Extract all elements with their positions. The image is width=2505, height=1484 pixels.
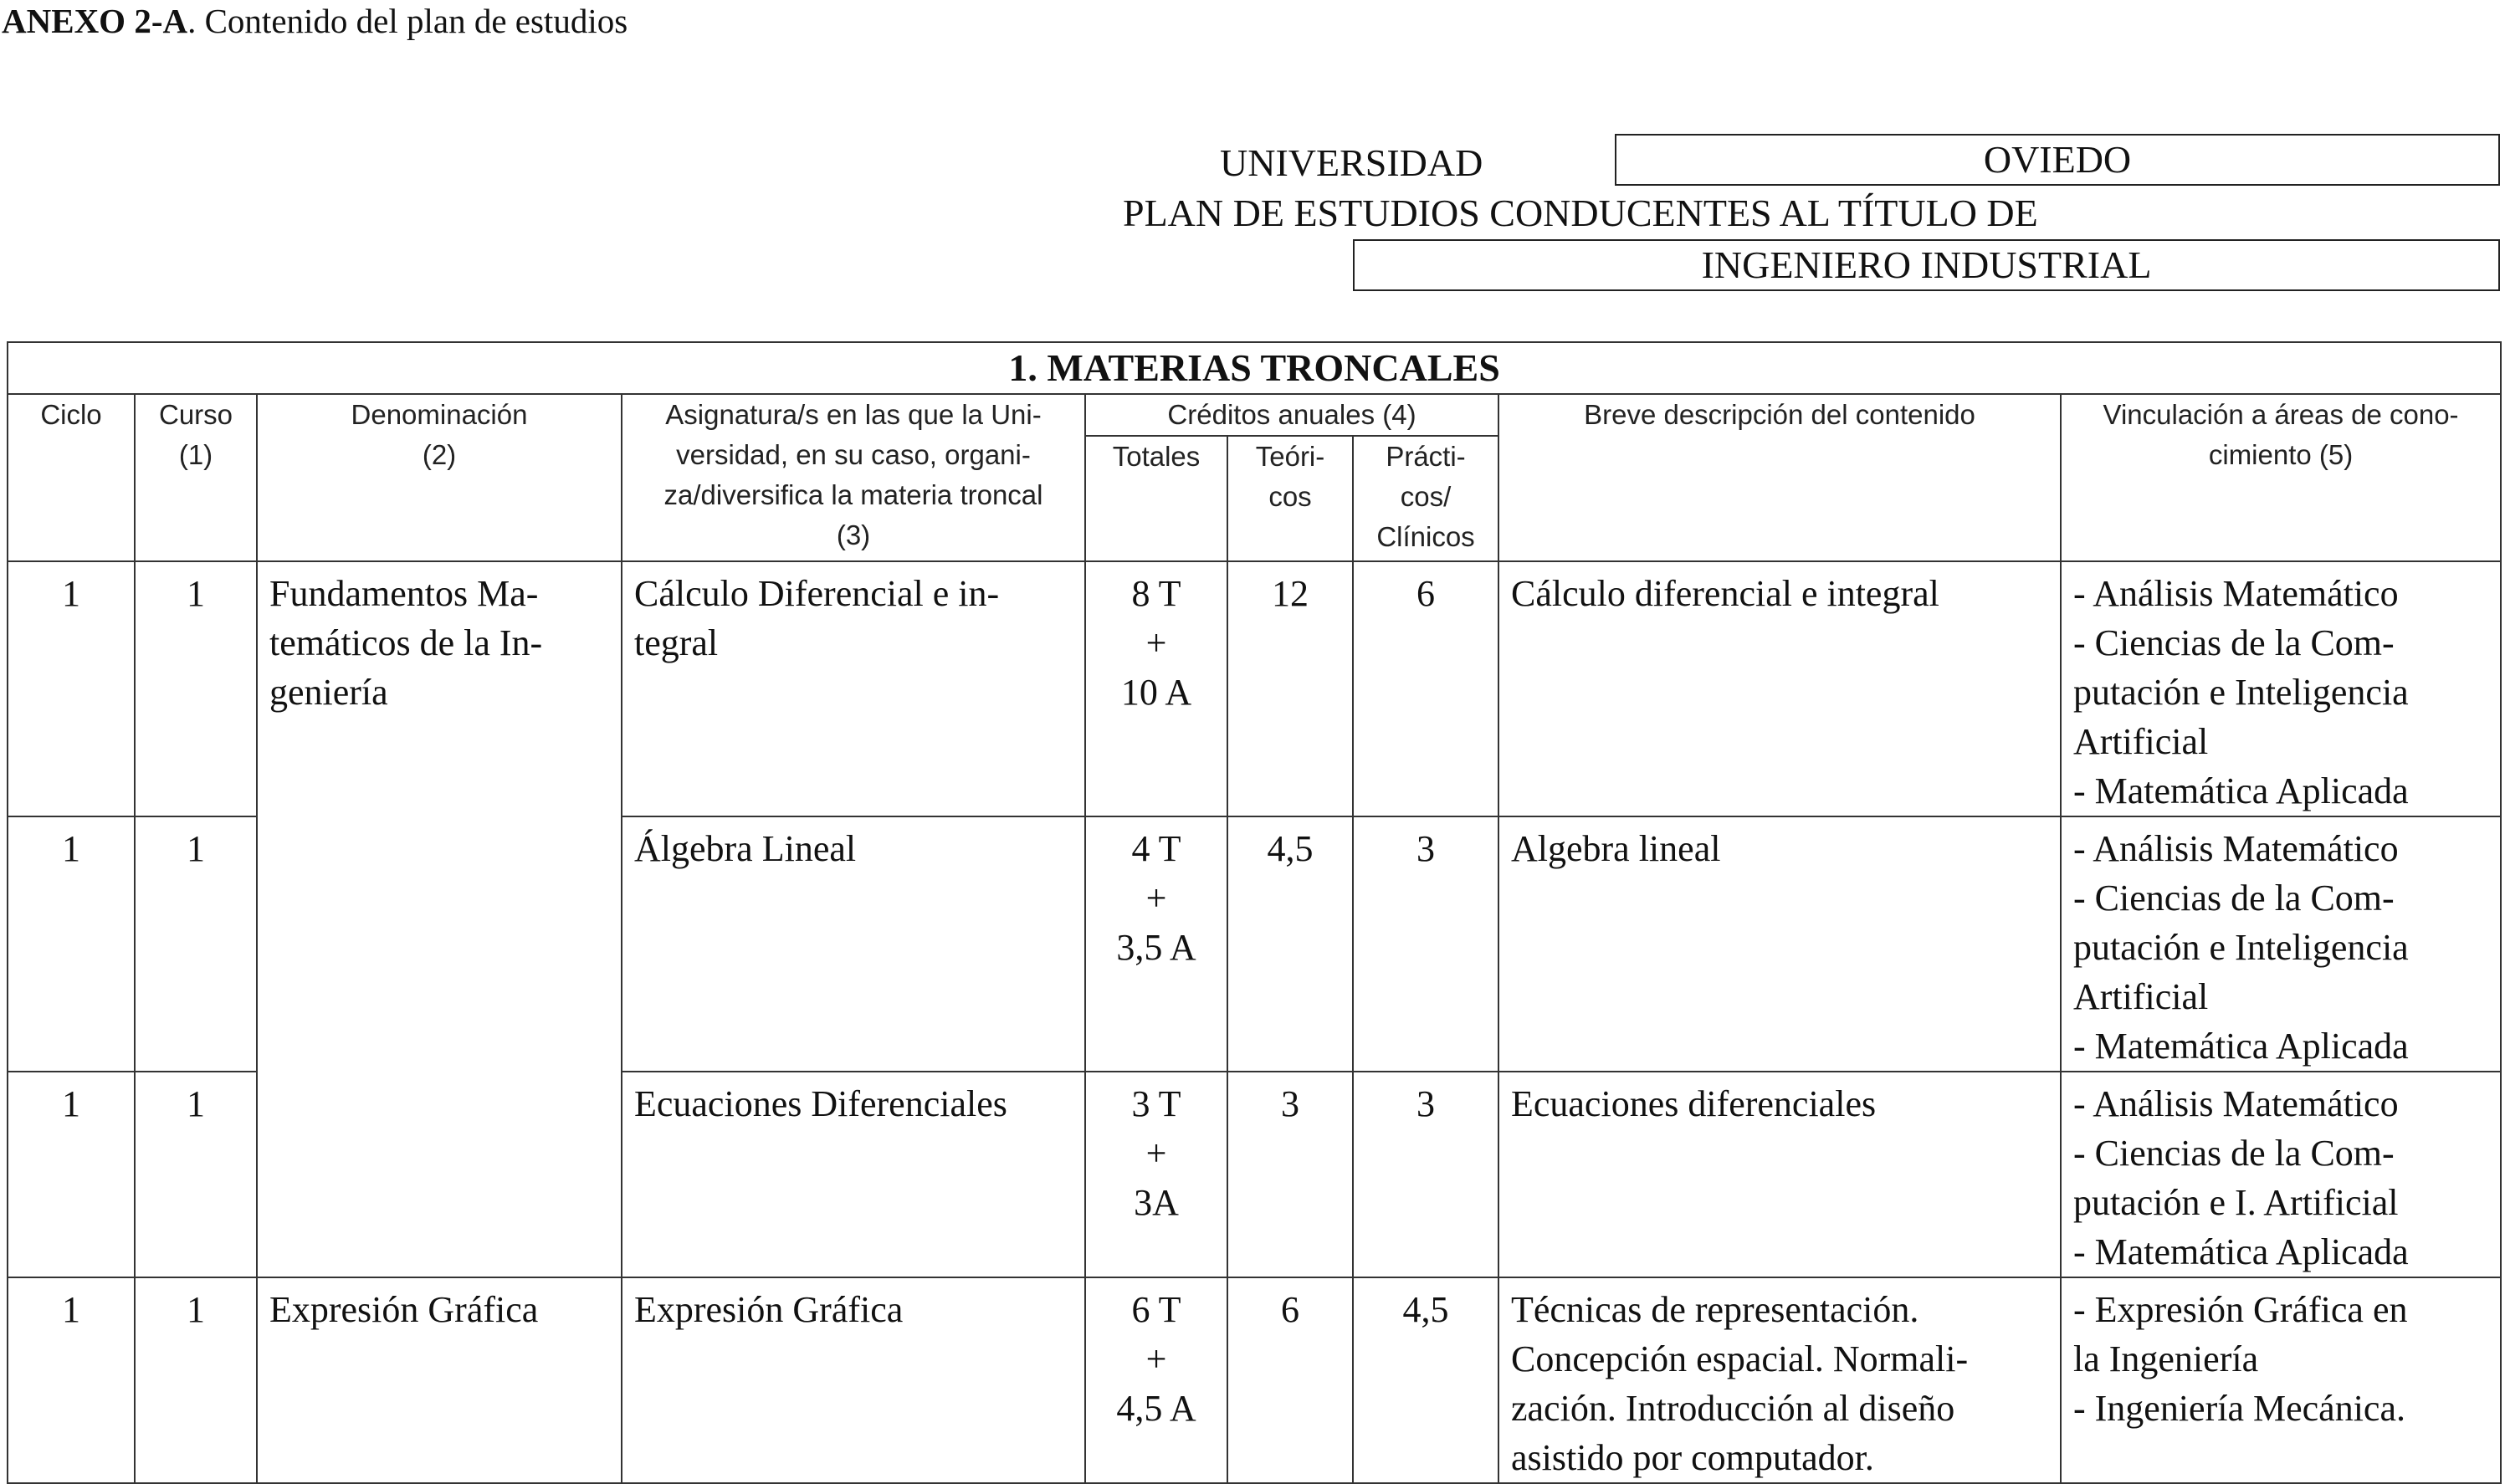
text-line: 10 A xyxy=(1120,672,1192,713)
plan-title-line: PLAN DE ESTUDIOS CONDUCENTES AL TÍTULO DE xyxy=(1123,192,2038,234)
cell-areas xyxy=(2061,816,2501,1072)
header-vinculacion xyxy=(2061,394,2501,561)
text-line: 4,5 A xyxy=(1116,1388,1196,1429)
university-label: UNIVERSIDAD xyxy=(1220,141,1483,184)
header-curso xyxy=(135,394,257,561)
header-ciclo: Ciclo xyxy=(8,394,135,561)
text-line: - Análisis Matemático xyxy=(2073,573,2399,614)
cell-practicos: 4,5 xyxy=(1353,1277,1498,1483)
text-line: - Matemática Aplicada xyxy=(2073,770,2409,811)
cell-areas xyxy=(2061,1072,2501,1277)
text-line: - Ciencias de la Com- xyxy=(2073,878,2395,919)
table-row xyxy=(8,1277,2501,1483)
cell-denominacion xyxy=(257,561,622,1277)
text-line: - Ciencias de la Com- xyxy=(2073,622,2395,663)
text-line: Concepción espacial. Normali- xyxy=(1511,1338,1969,1379)
text-line: Artificial xyxy=(2073,721,2209,762)
header-creditos: Créditos anuales (4) xyxy=(1085,394,1498,436)
text-line: tegral xyxy=(634,622,719,663)
cell-denominacion xyxy=(257,1277,622,1483)
header-line: (3) xyxy=(836,519,871,550)
cell-teoricos: 6 xyxy=(1227,1277,1353,1483)
cell-ciclo: 1 xyxy=(8,816,135,1072)
cell-teoricos: 12 xyxy=(1227,561,1353,816)
cell-practicos: 6 xyxy=(1353,561,1498,816)
header-descripcion: Breve descripción del contenido xyxy=(1498,394,2061,561)
header-line: (1) xyxy=(178,439,213,470)
header-line: Prácti- xyxy=(1386,441,1466,472)
cell-teoricos: 3 xyxy=(1227,1072,1353,1277)
subjects-table xyxy=(7,341,2502,1484)
cell-practicos: 3 xyxy=(1353,1072,1498,1277)
text-line: Técnicas de representación. xyxy=(1511,1289,1919,1330)
header-totales: Totales xyxy=(1085,436,1227,561)
cell-totales xyxy=(1085,816,1227,1072)
cell-curso: 1 xyxy=(135,816,257,1072)
text-line: - Ingeniería Mecánica. xyxy=(2073,1388,2405,1429)
text-line: Ecuaciones Diferenciales xyxy=(634,1083,1007,1124)
text-line: putación e I. Artificial xyxy=(2073,1182,2399,1223)
text-line: - Análisis Matemático xyxy=(2073,1083,2399,1124)
text-line: 3A xyxy=(1134,1182,1179,1223)
header-line: cimiento (5) xyxy=(2208,439,2354,470)
text-line: Algebra lineal xyxy=(1511,828,1721,869)
header-line: Teóri- xyxy=(1255,441,1325,472)
cell-areas xyxy=(2061,1277,2501,1483)
cell-areas xyxy=(2061,561,2501,816)
text-line: geniería xyxy=(269,672,388,713)
header-line: Curso xyxy=(158,399,233,430)
header-line: cos/ xyxy=(1400,481,1452,512)
header-line: Denominación xyxy=(351,399,528,430)
text-line: + xyxy=(1145,1338,1167,1379)
annex-heading xyxy=(2,2,628,40)
text-line: la Ingeniería xyxy=(2073,1338,2259,1379)
header-line: Asignatura/s en las que la Uni- xyxy=(665,399,1042,430)
text-line: + xyxy=(1145,878,1167,919)
text-line: Expresión Gráfica xyxy=(634,1289,904,1330)
text-line: asistido por computador. xyxy=(1511,1437,1874,1478)
text-line: 8 T xyxy=(1131,573,1181,614)
cell-asignatura xyxy=(622,561,1085,816)
text-line: 6 T xyxy=(1131,1289,1181,1330)
header-denominacion xyxy=(257,394,622,561)
table-caption: 1. MATERIAS TRONCALES xyxy=(8,342,2501,394)
header-line: versidad, en su caso, organi- xyxy=(676,439,1031,470)
table-row xyxy=(8,561,2501,816)
text-line: - Ciencias de la Com- xyxy=(2073,1133,2395,1174)
header-line: (2) xyxy=(422,439,457,470)
text-line: Artificial xyxy=(2073,976,2209,1017)
cell-descripcion xyxy=(1498,1277,2061,1483)
header-line: Clínicos xyxy=(1376,521,1475,552)
text-line: Cálculo Diferencial e in- xyxy=(634,573,1000,614)
cell-ciclo: 1 xyxy=(8,1072,135,1277)
text-line: putación e Inteligencia xyxy=(2073,672,2409,713)
text-line: - Expresión Gráfica en xyxy=(2073,1289,2408,1330)
header-line: cos xyxy=(1268,481,1312,512)
cell-curso: 1 xyxy=(135,1277,257,1483)
cell-asignatura xyxy=(622,816,1085,1072)
cell-descripcion xyxy=(1498,561,2061,816)
cell-descripcion xyxy=(1498,1072,2061,1277)
cell-descripcion xyxy=(1498,816,2061,1072)
cell-asignatura xyxy=(622,1277,1085,1483)
header-asignatura xyxy=(622,394,1085,561)
text-line: + xyxy=(1145,1133,1167,1174)
cell-totales xyxy=(1085,561,1227,816)
text-line: - Análisis Matemático xyxy=(2073,828,2399,869)
text-line: 4 T xyxy=(1131,828,1181,869)
text-line: 3,5 A xyxy=(1116,927,1196,968)
cell-teoricos: 4,5 xyxy=(1227,816,1353,1072)
text-line: temáticos de la In- xyxy=(269,622,543,663)
text-line: zación. Introducción al diseño xyxy=(1511,1388,1955,1429)
text-line: Fundamentos Ma- xyxy=(269,573,539,614)
annex-label: ANEXO 2-A xyxy=(2,2,188,40)
university-value: OVIEDO xyxy=(1615,134,2500,186)
text-line: putación e Inteligencia xyxy=(2073,927,2409,968)
text-line: - Matemática Aplicada xyxy=(2073,1026,2409,1067)
text-line: Expresión Gráfica xyxy=(269,1289,539,1330)
cell-curso: 1 xyxy=(135,561,257,816)
header-practicos xyxy=(1353,436,1498,561)
cell-totales xyxy=(1085,1277,1227,1483)
degree-title: INGENIERO INDUSTRIAL xyxy=(1353,239,2500,291)
header-line: za/diversifica la materia troncal xyxy=(663,479,1043,510)
header-line: Vinculación a áreas de cono- xyxy=(2103,399,2459,430)
text-line: 3 T xyxy=(1131,1083,1181,1124)
annex-description: . Contenido del plan de estudios xyxy=(187,2,628,40)
text-line: - Matemática Aplicada xyxy=(2073,1231,2409,1272)
cell-ciclo: 1 xyxy=(8,1277,135,1483)
text-line: Ecuaciones diferenciales xyxy=(1511,1083,1877,1124)
text-line: Álgebra Lineal xyxy=(634,828,857,869)
header-teoricos xyxy=(1227,436,1353,561)
text-line: Cálculo diferencial e integral xyxy=(1511,573,1939,614)
cell-practicos: 3 xyxy=(1353,816,1498,1072)
cell-totales xyxy=(1085,1072,1227,1277)
cell-asignatura xyxy=(622,1072,1085,1277)
text-line: + xyxy=(1145,622,1167,663)
cell-curso: 1 xyxy=(135,1072,257,1277)
cell-ciclo: 1 xyxy=(8,561,135,816)
